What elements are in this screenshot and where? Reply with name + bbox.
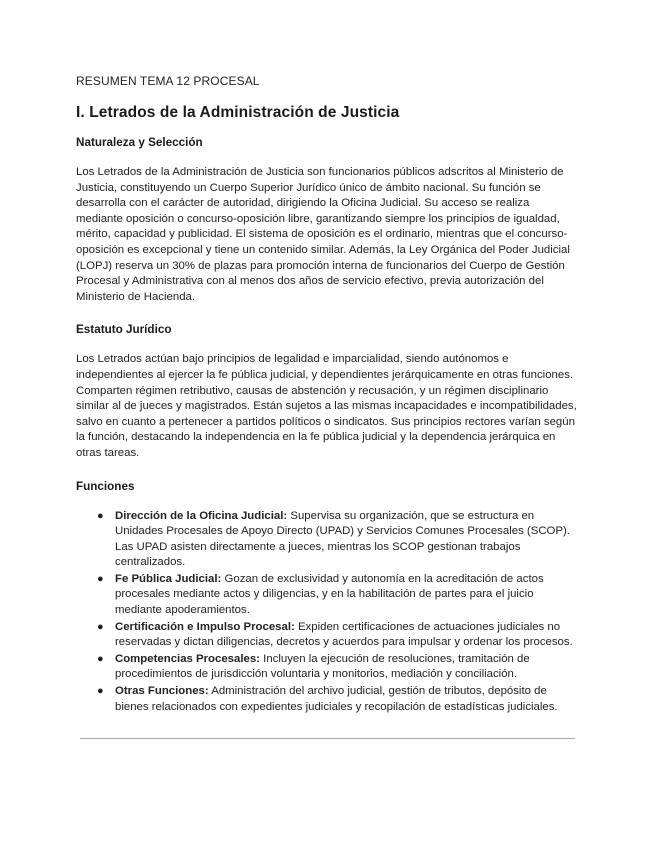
- function-term: Fe Pública Judicial:: [115, 572, 222, 585]
- heading-funciones: Funciones: [76, 479, 135, 493]
- list-item: [97, 572, 577, 619]
- function-description: Incluyen la ejecución de resoluciones, tramitación de procedimientos de jurisdicción voluntaria y monitorios, mediación y conciliación.: [115, 652, 530, 681]
- function-term: Certificación e Impulso Procesal:: [115, 620, 295, 633]
- list-item: [97, 684, 577, 715]
- heading-estatuto: Estatuto Jurídico: [76, 323, 172, 337]
- functions-list: [76, 509, 577, 716]
- bullet-icon: ●: [97, 685, 104, 698]
- document-header: RESUMEN TEMA 12 PROCESAL: [76, 74, 260, 88]
- function-description: Supervisa su organización, que se estructura en Unidades Procesales de Apoyo Directo (UPAD) y Servicios Comunes Procesales (SCOP). Las UPAD asisten directamente a jueces, mientras los SCOP gestionan trabajos centralizados.: [115, 509, 570, 569]
- function-description: Expiden certificaciones de actuaciones judiciales no reservadas y dictan diligencias, decretos y acuerdos para impulsar y ordenar los procesos.: [115, 620, 573, 649]
- list-item: [97, 509, 577, 571]
- list-item: [97, 652, 577, 683]
- function-description: Administración del archivo judicial, gestión de tributos, depósito de bienes relacionados con expedientes judiciales y recopilación de estadísticas judiciales.: [115, 685, 558, 713]
- paragraph-naturaleza: Los Letrados de la Administración de Justicia son funcionarios públicos adscritos al Ministerio de Justicia, constituyendo un Cuerpo Superior Jurídico único de ámbito nacional. Su función se desarrolla con el carácter de autoridad, dirigiendo la Oficina Judicial. Su acceso se realiza mediante oposición o concurso-oposición libre, garantizando siempre los principios de igualdad, mérito, capacidad y publicidad. El sistema de oposición es el ordinario, mientras que el concurso-oposición es excepcional y tiene un contenido similar. Además, la Ley Orgánica del Poder Judicial (LOPJ) reserva un 30% de plazas para promoción interna de funcionarios del Cuerpo de Gestión Procesal y Administrativa con al menos dos años de servicio efectivo, previa autorización del Ministerio de Hacienda.: [76, 166, 570, 303]
- bullet-icon: ●: [97, 652, 104, 665]
- section-title: I. Letrados de la Administración de Justicia: [76, 104, 400, 121]
- list-item: [97, 620, 577, 651]
- horizontal-divider: [80, 738, 575, 739]
- function-term: Otras Funciones:: [115, 685, 209, 698]
- function-term: Competencias Procesales:: [115, 652, 260, 665]
- bullet-icon: ●: [97, 509, 104, 522]
- function-description: Gozan de exclusividad y autonomía en la acreditación de actos procesales mediante actos y diligencias, y en la habilitación de partes para el juicio mediante apoderamientos.: [115, 572, 544, 617]
- bullet-icon: ●: [97, 572, 104, 585]
- function-term: Dirección de la Oficina Judicial:: [115, 509, 288, 522]
- heading-naturaleza: Naturaleza y Selección: [76, 136, 203, 149]
- paragraph-estatuto: Los Letrados actúan bajo principios de legalidad e imparcialidad, siendo autónomos e independientes al ejercer la fe pública judicial, y dependientes jerárquicamente en otras funciones. Comparten régimen retributivo, causas de abstención y recusación, y un régimen disciplinario similar al de jueces y magistrados. Están sujetos a las mismas incapacidades e incompatibilidades, salvo en cuanto a pertenecer a partidos políticos o sindicatos. Sus principios rectores varían según la función, destacando la independencia en la fe pública judicial y la dependencia jerárquica en otras tareas.: [76, 353, 577, 459]
- bullet-icon: ●: [97, 620, 104, 633]
